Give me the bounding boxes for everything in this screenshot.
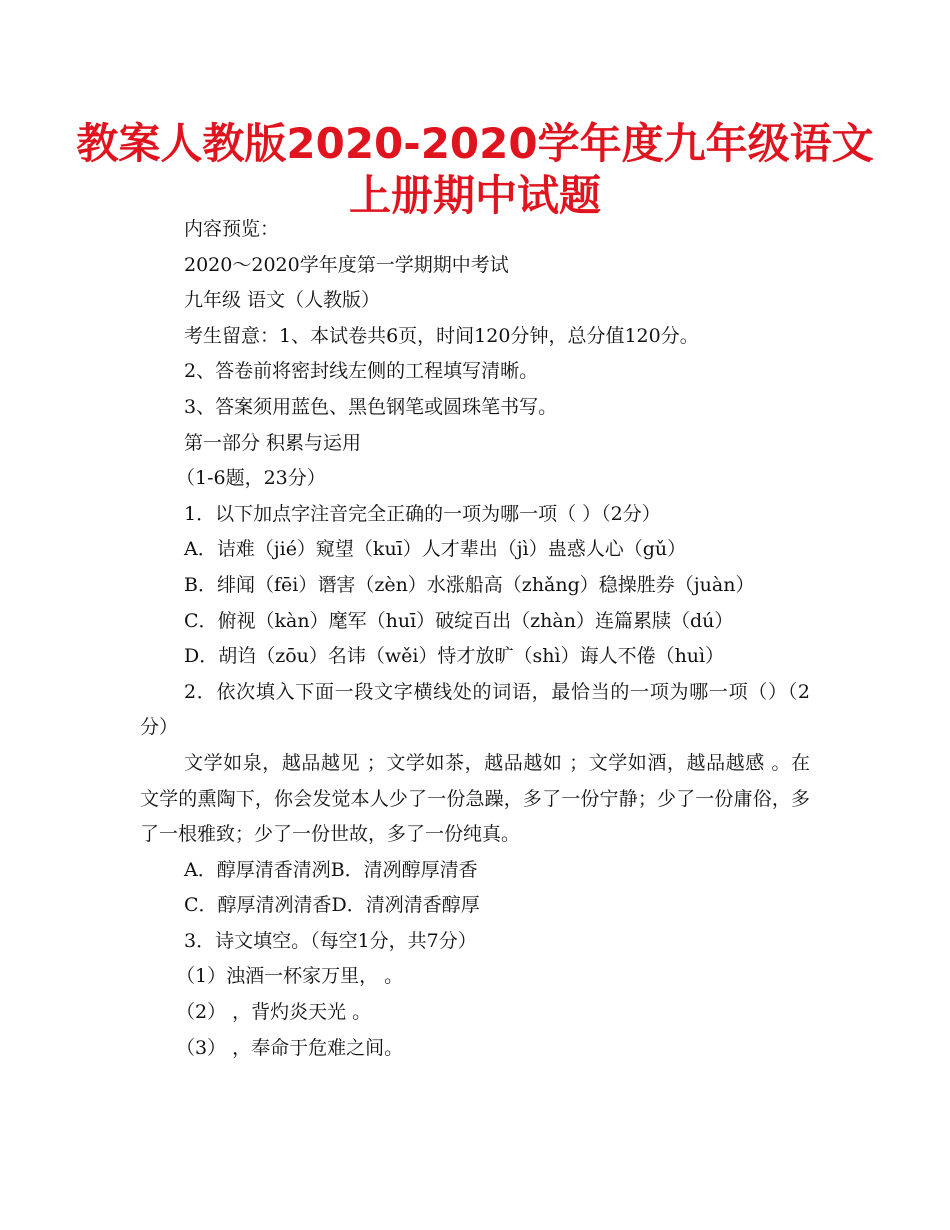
exam-name: 2020～2020学年度第一学期期中考试 — [184, 253, 509, 276]
q1-option-d: D．胡诌（zōu）名讳（wěi）恃才放旷（shì）诲人不倦（huì） — [184, 645, 725, 668]
instruction-1: 考生留意：1、本试卷共6页，时间120分钟，总分值120分。 — [184, 324, 699, 347]
q1-option-a: A．诘难（jié）窥望（kuī）人才辈出（jì）蛊惑人心（gǔ） — [184, 538, 687, 561]
section-heading: 第一部分 积累与运用 — [184, 431, 362, 454]
title-line-2: 上册期中试题 — [348, 171, 601, 220]
document-title — [0, 118, 950, 222]
question-1: 1．以下加点字注音完全正确的一项为哪一项（ ）（2分） — [184, 502, 661, 525]
question-3: 3．诗文填空。（每空1分，共7分） — [184, 929, 477, 952]
q3-item-3: （3） ，奉命于危难之间。 — [176, 1036, 404, 1059]
grade-subject: 九年级 语文（人教版） — [184, 289, 381, 312]
preview-label: 内容预览： — [184, 218, 280, 240]
q1-option-c: C．俯视（kàn）麾军（huī）破绽百出（zhàn）连篇累牍（dú） — [184, 609, 734, 632]
q2-options-ab: A．醇厚清香清冽B．清冽醇厚清香 — [184, 858, 478, 881]
instruction-3: 3、答案须用蓝色、黑色钢笔或圆珠笔书写。 — [184, 395, 558, 418]
q3-item-2: （2） ，背灼炎天光 。 — [176, 1001, 372, 1024]
q3-item-1: （1）浊酒一杯家万里， 。 — [176, 965, 404, 988]
section-scope: （1-6题，23分） — [176, 467, 326, 490]
q2-options-cd: C．醇厚清冽清香D．清冽清香醇厚 — [184, 894, 480, 917]
title-line-1: 教案人教版2020-2020学年度九年级语文 — [76, 119, 874, 168]
question-2: 2．依次填入下面一段文字横线处的词语，最恰当的一项为哪一项（）（2分） — [140, 680, 810, 739]
instruction-2: 2、答卷前将密封线左侧的工程填写清晰。 — [184, 360, 539, 383]
q1-option-b: B．绯闻（fēi）谮害（zèn）水涨船高（zhǎng）稳操胜券（juàn） — [184, 573, 755, 596]
document-body — [140, 212, 810, 1066]
q2-passage: 文学如泉，越品越见 ；文学如茶，越品越如 ；文学如酒，越品越感 。在文学的熏陶下，你会发觉本人少了一份急躁，多了一份宁静；少了一份庸俗，多了一根雅致；少了一份世故，多了一份纯真。 — [140, 751, 810, 846]
